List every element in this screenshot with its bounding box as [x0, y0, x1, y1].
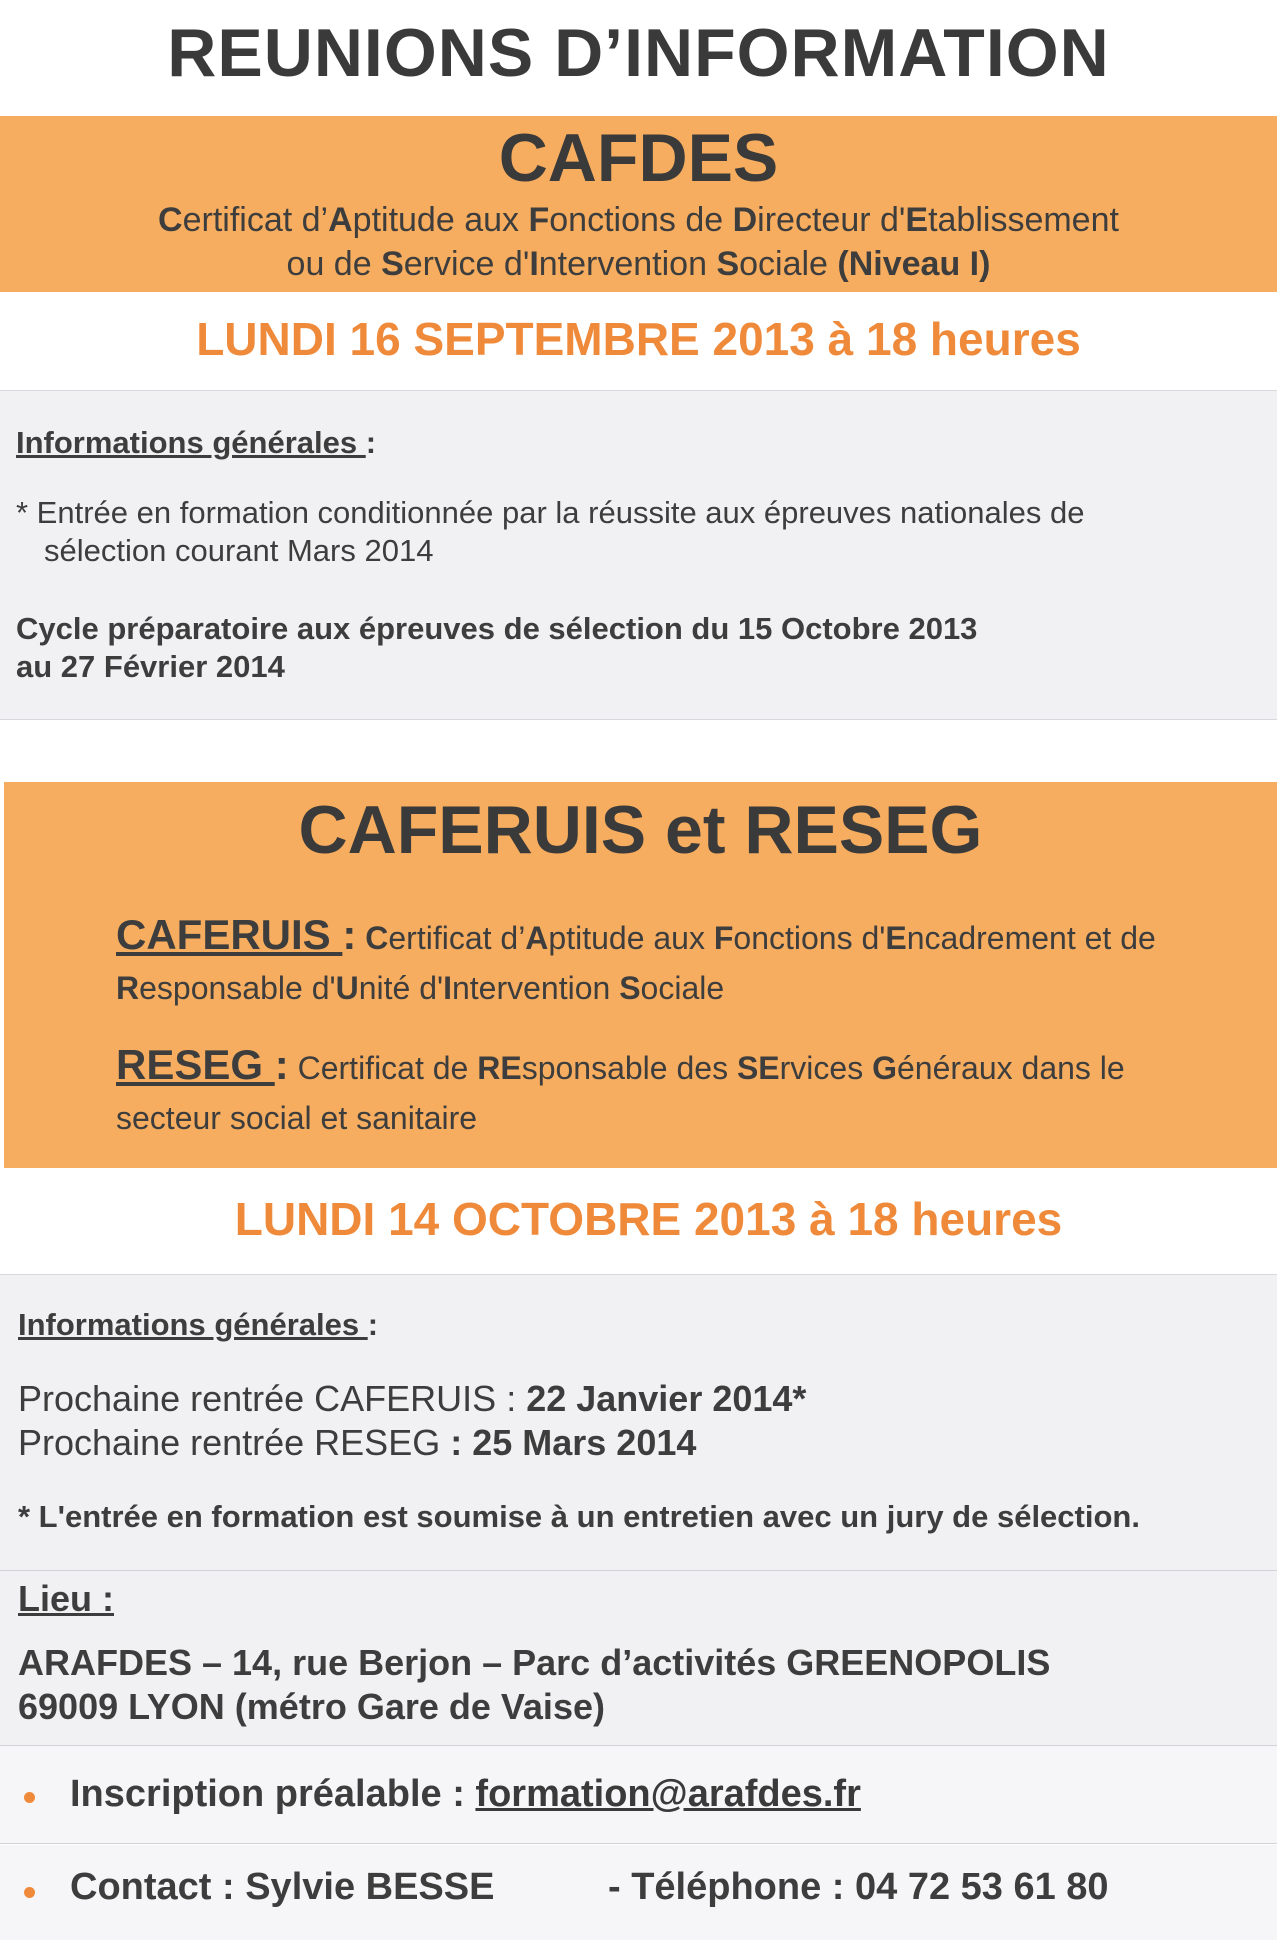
inscription-row [0, 1746, 1277, 1844]
caferuis-info-band [0, 1274, 1277, 1574]
inscription-text: Inscription préalable : formation@arafdes.fr [70, 1773, 861, 1815]
cafdes-heading: CAFDES [498, 120, 779, 196]
lieu-heading: Lieu : [18, 1578, 114, 1619]
rentree-caferuis: Prochaine rentrée CAFERUIS : 22 Janvier 2014* [18, 1378, 807, 1419]
caferuis-header-band [4, 782, 1277, 1168]
cafdes-cycle-line1: Cycle préparatoire aux épreuves de sélection du 15 Octobre 2013 [16, 611, 978, 646]
cafdes-subtitle-line1: Certificat d’Aptitude aux Fonctions de Directeur d'Etablissement [158, 201, 1119, 239]
lieu-address-line2: 69009 LYON (métro Gare de Vaise) [18, 1686, 605, 1727]
cafdes-cycle-line2: au 27 Février 2014 [16, 649, 285, 684]
cafdes-header-band [0, 116, 1277, 292]
caferuis-note: * L'entrée en formation est soumise à un entretien avec un jury de sélection. [18, 1499, 1140, 1534]
bullet-icon [24, 1887, 35, 1898]
contact-row [0, 1845, 1277, 1940]
bullet-icon [24, 1792, 35, 1803]
reseg-label: RESEG [116, 1041, 275, 1088]
caferuis-label: CAFERUIS [116, 911, 343, 958]
inscription-email-link[interactable]: formation@arafdes.fr [475, 1773, 861, 1815]
caferuis-definition: CAFERUIS : Certificat d’Aptitude aux Fonctions d'Encadrement et de Responsable d'Unité d'Intervention Sociale [116, 911, 1156, 1006]
page-title: REUNIONS D’INFORMATION [167, 15, 1110, 91]
caferuis-date: LUNDI 14 OCTOBRE 2013 à 18 heures [234, 1193, 1063, 1245]
contact-phone: - Téléphone : 04 72 53 61 80 [608, 1866, 1109, 1908]
caferuis-heading: CAFERUIS et RESEG [298, 792, 983, 868]
cafdes-date: LUNDI 16 SEPTEMBRE 2013 à 18 heures [196, 313, 1081, 365]
cafdes-bullet-line1: * Entrée en formation conditionnée par la réussite aux épreuves nationales de [16, 495, 1085, 530]
cafdes-info-heading: Informations générales : [16, 425, 377, 460]
rentree-reseg: Prochaine rentrée RESEG : 25 Mars 2014 [18, 1422, 697, 1463]
cafdes-bullet-line2: sélection courant Mars 2014 [44, 533, 434, 568]
reseg-definition: RESEG : Certificat de REsponsable des SErvices Généraux dans le secteur social et sanitaire [116, 1041, 1125, 1136]
cafdes-subtitle-line2: ou de Service d'Intervention Sociale (Niveau I) [286, 245, 991, 283]
lieu-address-line1: ARAFDES – 14, rue Berjon – Parc d’activités GREENOPOLIS [18, 1642, 1051, 1683]
contact-name: Contact : Sylvie BESSE [70, 1866, 495, 1908]
caferuis-info-heading: Informations générales : [18, 1307, 379, 1342]
cafdes-info-band [0, 390, 1277, 720]
lieu-band [0, 1570, 1277, 1746]
